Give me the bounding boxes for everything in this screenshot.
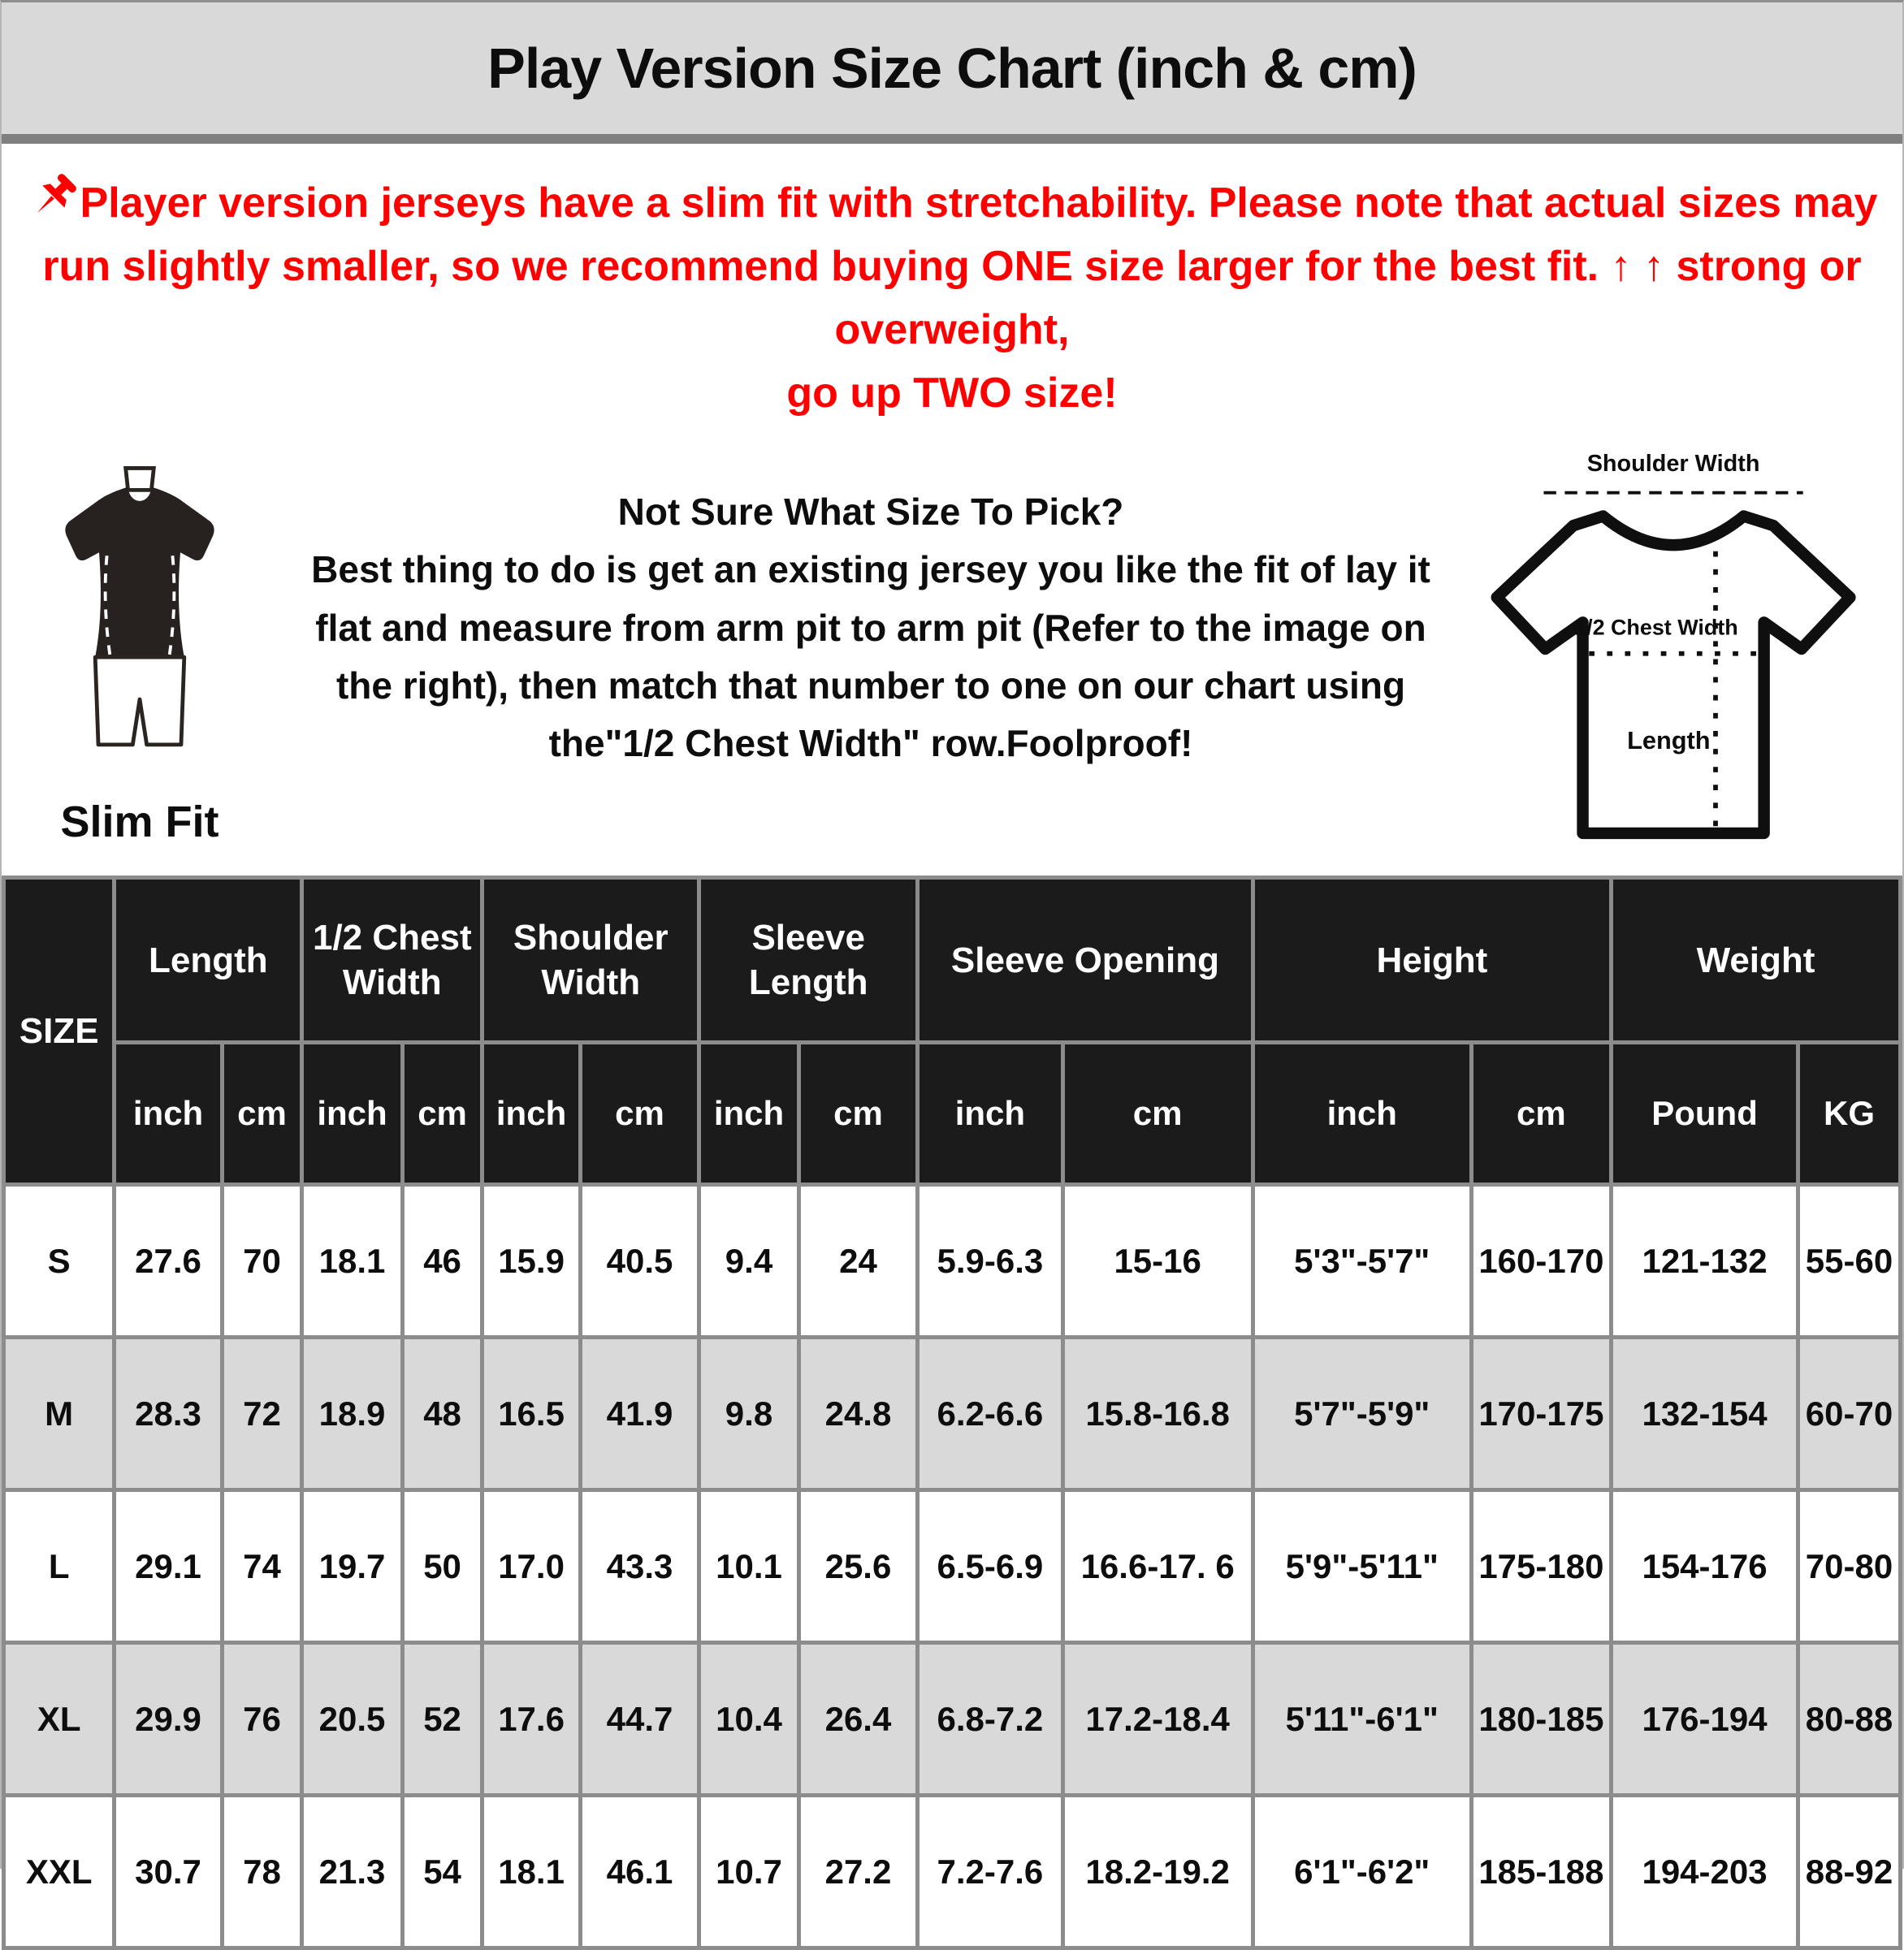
table-cell: 46.1 <box>580 1796 699 1948</box>
table-cell: 185-188 <box>1471 1796 1611 1948</box>
column-sub-header: inch <box>482 1043 580 1185</box>
column-sub-header: cm <box>1471 1043 1611 1185</box>
advice-heading: Not Sure What Size To Pick? <box>617 491 1124 533</box>
size-cell: XL <box>4 1643 115 1796</box>
table-cell: 6'1"-6'2" <box>1253 1796 1471 1948</box>
table-cell: 15.9 <box>482 1185 580 1338</box>
table-cell: 25.6 <box>798 1490 917 1643</box>
table-cell: 5'11"-6'1" <box>1253 1643 1471 1796</box>
page-title: Play Version Size Chart (inch & cm) <box>487 37 1417 100</box>
column-group-header: Sleeve Length <box>699 878 918 1043</box>
table-cell: 16.5 <box>482 1338 580 1490</box>
pushpin-icon <box>27 171 79 223</box>
column-sub-header: cm <box>402 1043 482 1185</box>
table-cell: 180-185 <box>1471 1643 1611 1796</box>
column-group-header: Length <box>115 878 302 1043</box>
table-cell: 27.6 <box>115 1185 222 1338</box>
column-sub-header: KG <box>1798 1043 1901 1185</box>
column-sub-header: inch <box>918 1043 1062 1185</box>
table-row <box>4 1643 1901 1796</box>
table-cell: 154-176 <box>1612 1490 1798 1643</box>
table-cell: 20.5 <box>302 1643 403 1796</box>
size-cell: S <box>4 1185 115 1338</box>
title-bar <box>2 2 1902 144</box>
table-cell: 175-180 <box>1471 1490 1611 1643</box>
table-cell: 40.5 <box>580 1185 699 1338</box>
size-table <box>2 876 1902 1950</box>
table-header-group-row <box>4 878 1901 1043</box>
table-cell: 52 <box>402 1643 482 1796</box>
table-cell: 176-194 <box>1612 1643 1798 1796</box>
table-cell: 10.4 <box>699 1643 799 1796</box>
table-cell: 28.3 <box>115 1338 222 1490</box>
table-cell: 9.8 <box>699 1338 799 1490</box>
table-cell: 50 <box>402 1490 482 1643</box>
column-group-header: Height <box>1253 878 1611 1043</box>
table-cell: 15-16 <box>1062 1185 1253 1338</box>
table-cell: 18.1 <box>302 1185 403 1338</box>
warning-text: Player version jerseys have a slim fit with stretchability. Please note that actual sizes may run slightly smaller, so we recommend buying ONE size larger for the best fit. ↑ ↑ strong or overweight, <box>42 179 1878 353</box>
column-sub-header: inch <box>1253 1043 1471 1185</box>
table-cell: 194-203 <box>1612 1796 1798 1948</box>
table-cell: 121-132 <box>1612 1185 1798 1338</box>
table-cell: 160-170 <box>1471 1185 1611 1338</box>
table-cell: 5'7"-5'9" <box>1253 1338 1471 1490</box>
table-cell: 72 <box>222 1338 302 1490</box>
table-cell: 7.2-7.6 <box>918 1796 1062 1948</box>
table-cell: 6.5-6.9 <box>918 1490 1062 1643</box>
table-cell: 44.7 <box>580 1643 699 1796</box>
table-cell: 30.7 <box>115 1796 222 1948</box>
table-cell: 5.9-6.3 <box>918 1185 1062 1338</box>
column-sub-header: cm <box>1062 1043 1253 1185</box>
column-sub-header: inch <box>302 1043 403 1185</box>
table-cell: 48 <box>402 1338 482 1490</box>
column-sub-header: inch <box>115 1043 222 1185</box>
table-cell: 17.2-18.4 <box>1062 1643 1253 1796</box>
table-cell: 78 <box>222 1796 302 1948</box>
column-sub-header: Pound <box>1612 1043 1798 1185</box>
advice-body: Best thing to do is get an existing jersey you like the fit of lay it flat and measure from arm pit to arm pit (Refer to the image on the right), then match that number to one on our chart using the"1/2 Chest Width" row.Foolproof! <box>311 548 1430 765</box>
chest-width-label: 1/2 Chest Width <box>1574 615 1738 640</box>
tee-diagram-block <box>1464 446 1902 856</box>
table-cell: 55-60 <box>1798 1185 1901 1338</box>
column-sub-header: cm <box>580 1043 699 1185</box>
table-cell: 6.8-7.2 <box>918 1643 1062 1796</box>
table-cell: 5'9"-5'11" <box>1253 1490 1471 1643</box>
table-cell: 70 <box>222 1185 302 1338</box>
table-cell: 18.2-19.2 <box>1062 1796 1253 1948</box>
table-cell: 17.0 <box>482 1490 580 1643</box>
table-cell: 15.8-16.8 <box>1062 1338 1253 1490</box>
size-table-body <box>4 1185 1901 1948</box>
table-cell: 10.1 <box>699 1490 799 1643</box>
table-cell: 17.6 <box>482 1643 580 1796</box>
table-cell: 19.7 <box>302 1490 403 1643</box>
table-cell: 24.8 <box>798 1338 917 1490</box>
table-cell: 41.9 <box>580 1338 699 1490</box>
table-cell: 46 <box>402 1185 482 1338</box>
table-cell: 27.2 <box>798 1796 917 1948</box>
slim-fit-figure-block <box>2 446 278 847</box>
table-cell: 74 <box>222 1490 302 1643</box>
size-cell: XXL <box>4 1796 115 1948</box>
table-cell: 10.7 <box>699 1796 799 1948</box>
table-row <box>4 1185 1901 1338</box>
advice-block <box>278 446 1464 772</box>
table-cell: 9.4 <box>699 1185 799 1338</box>
table-cell: 18.9 <box>302 1338 403 1490</box>
table-row <box>4 1796 1901 1948</box>
column-group-header: Sleeve Opening <box>918 878 1253 1043</box>
table-cell: 16.6-17. 6 <box>1062 1490 1253 1643</box>
table-cell: 88-92 <box>1798 1796 1901 1948</box>
table-cell: 76 <box>222 1643 302 1796</box>
column-sub-header: cm <box>222 1043 302 1185</box>
table-header-sub-row <box>4 1043 1901 1185</box>
table-cell: 43.3 <box>580 1490 699 1643</box>
warning-emphasis: go up TWO size! <box>786 370 1118 417</box>
table-cell: 132-154 <box>1612 1338 1798 1490</box>
table-cell: 29.1 <box>115 1490 222 1643</box>
table-row <box>4 1338 1901 1490</box>
warning-note <box>16 171 1888 425</box>
table-cell: 80-88 <box>1798 1643 1901 1796</box>
column-sub-header: cm <box>798 1043 917 1185</box>
table-cell: 54 <box>402 1796 482 1948</box>
column-group-header: 1/2 Chest Width <box>302 878 482 1043</box>
table-cell: 29.9 <box>115 1643 222 1796</box>
slim-fit-figure <box>38 457 241 782</box>
size-cell: L <box>4 1490 115 1643</box>
column-sub-header: inch <box>699 1043 799 1185</box>
slim-fit-caption: Slim Fit <box>60 798 219 846</box>
table-cell: 6.2-6.6 <box>918 1338 1062 1490</box>
table-cell: 18.1 <box>482 1796 580 1948</box>
table-cell: 60-70 <box>1798 1338 1901 1490</box>
length-label: Length <box>1627 726 1711 755</box>
shoulder-width-label: Shoulder Width <box>1586 450 1760 477</box>
size-cell: M <box>4 1338 115 1490</box>
table-cell: 21.3 <box>302 1796 403 1948</box>
size-column-header: SIZE <box>4 878 115 1185</box>
tee-diagram <box>1464 446 1886 852</box>
table-cell: 5'3"-5'7" <box>1253 1185 1471 1338</box>
table-cell: 24 <box>798 1185 917 1338</box>
table-cell: 70-80 <box>1798 1490 1901 1643</box>
table-cell: 26.4 <box>798 1643 917 1796</box>
column-group-header: Shoulder Width <box>482 878 699 1043</box>
column-group-header: Weight <box>1612 878 1901 1043</box>
table-cell: 170-175 <box>1471 1338 1611 1490</box>
middle-strip <box>2 446 1902 856</box>
table-row <box>4 1490 1901 1643</box>
